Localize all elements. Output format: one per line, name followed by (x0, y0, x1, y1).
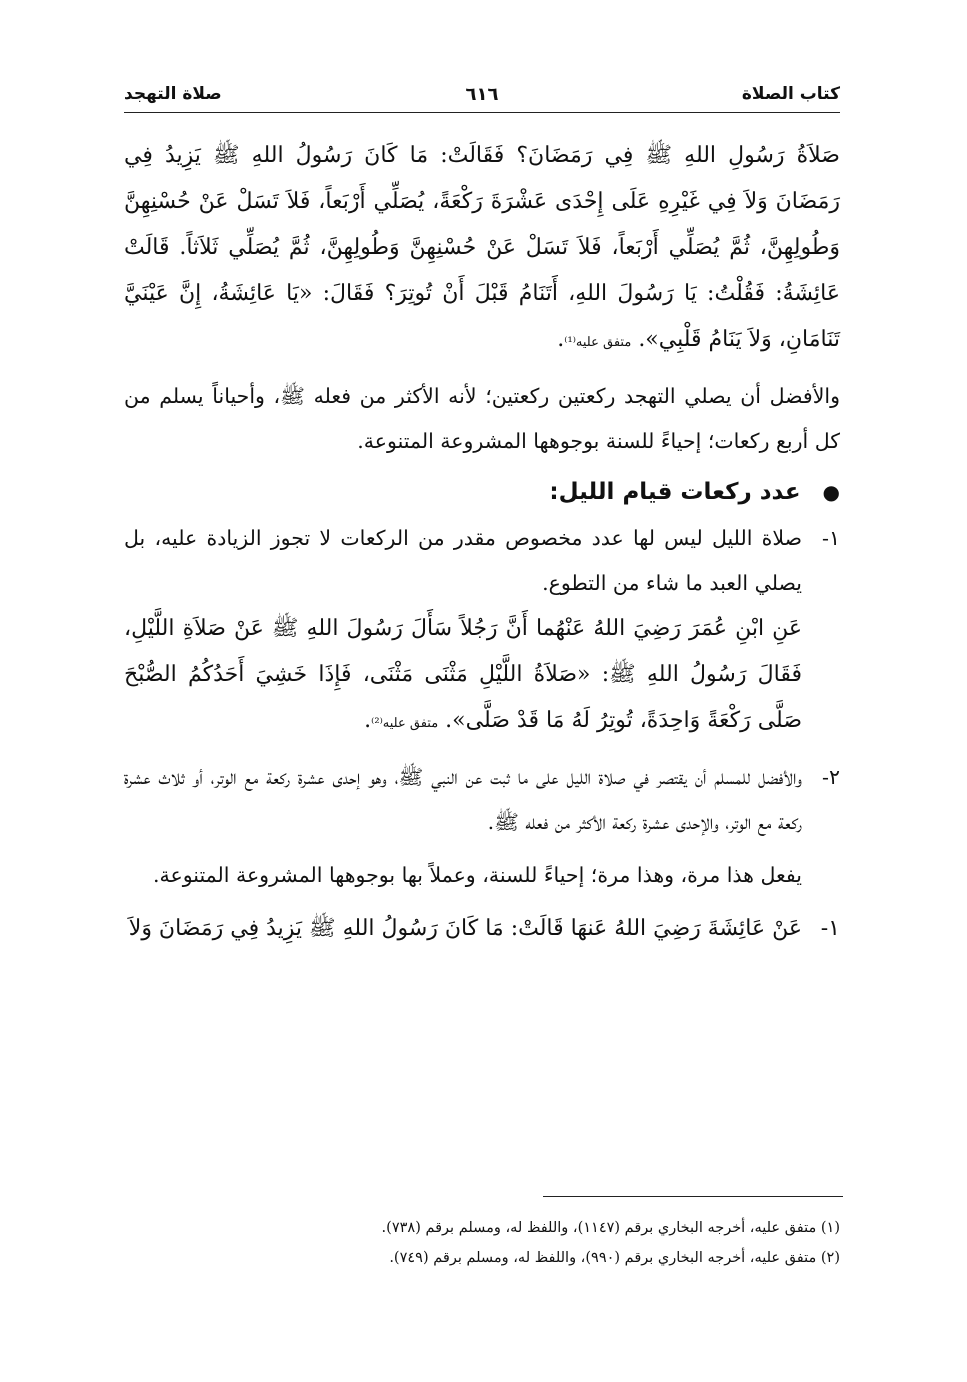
list-item (124, 906, 840, 952)
list-item-number: ١- (822, 526, 840, 550)
footnote-divider (543, 1196, 843, 1197)
list-item (124, 755, 840, 845)
list-item-text: صلاة الليل ليس لها عدد مخصوص مقدر من الركعات لا تجوز الزيادة عليه، بل يصلي العبد ما شاء من التطوع. (124, 526, 802, 595)
bullet-icon: ● (822, 480, 840, 504)
book-title: كتاب الصلاة (741, 84, 840, 104)
paragraph-best-practice: والأفضل أن يصلي التهجد ركعتين ركعتين؛ لأنه الأكثر من فعله ﷺ، وأحياناً يسلم من كل أربع ركعات؛ إحياءً للسنة بوجوهها المشروعة المتنوعة. (124, 384, 840, 453)
section-heading-text: عدد ركعات قيام الليل: (549, 479, 801, 505)
hadith-reference: متفق عليه⁽²⁾ (371, 716, 439, 731)
hadith-reference: متفق عليه⁽¹⁾ (564, 335, 632, 350)
hadith-ibn-umar: عَنِ ابْنِ عُمَرَ رَضِيَ اللهُ عَنْهُما أَنَّ رَجُلاً سَأَلَ رَسُولَ اللهِ ﷺ عَنْ صَلاَةِ اللَّيْلِ، فَقَالَ رَسُولُ اللهِ ﷺ: «صَلاَةُ اللَّيْلِ مَثْنَى مَثْنَى، فَإِذَا خَشِيَ أَحَدُكُمُ الصُّبْحَ صَلَّى رَكْعَةً وَاحِدَةً، تُوتِرُ لَهُ مَا قَدْ صَلَّى». متفق عليه⁽²⁾. (124, 616, 802, 733)
paragraph-alternation: يفعل هذا مرة، وهذا مرة؛ إحياءً للسنة، وعملاً بها بوجوهها المشروعة المتنوعة. (152, 863, 802, 887)
hadith-text: صَلاَةُ رَسُولِ اللهِ ﷺ فِي رَمَضَانَ؟ فَقَالَتْ: مَا كَانَ رَسُولُ اللهِ ﷺ يَزِيدُ فِي رَمَضَانَ وَلاَ فِي غَيْرِهِ عَلَى إِحْدَى عَشْرَةَ رَكْعَةً، يُصَلِّي أَرْبَعاً، فَلاَ تَسَلْ عَنْ حُسْنِهِنَّ وَطُولِهِنَّ، ثُمَّ يُصَلِّي أَرْبَعاً، فَلاَ تَسَلْ عَنْ حُسْنِهِنَّ وَطُولِهِنَّ، ثُمَّ يُصَلِّي ثَلاَثاً. قَالَتْ عَائِشَةُ: فَقُلْتُ: يَا رَسُولَ اللهِ، أَتَنَامُ قَبْلَ أَنْ تُوتِرَ؟ فَقَالَ: «يَا عَائِشَةُ، إِنَّ عَيْنَيَّ تَنَامَانِ، وَلاَ يَنَامُ قَلْبِي». (124, 143, 841, 352)
list-item-number: ١- (820, 916, 840, 941)
list-item-number: ٢- (822, 765, 840, 789)
list-item-text: عَنْ عَائِشَةَ رَضِيَ اللهُ عَنهَا قَالَتْ: مَا كَانَ رَسُولُ اللهِ ﷺ يَزِيدُ فِي رَمَضَانَ وَلاَ (128, 916, 802, 941)
page-number: ٦١٦ (465, 84, 499, 105)
footnotes (124, 1213, 840, 1273)
page-body (124, 133, 840, 952)
section-heading (124, 468, 840, 516)
list-item (124, 516, 840, 606)
hadith-aisha-continued: صَلاَةُ رَسُولِ اللهِ ﷺ فِي رَمَضَانَ؟ فَقَالَتْ: مَا كَانَ رَسُولُ اللهِ ﷺ يَزِيدُ فِي رَمَضَانَ وَلاَ فِي غَيْرِهِ عَلَى إِحْدَى عَشْرَةَ رَكْعَةً، يُصَلِّي أَرْبَعاً، فَلاَ تَسَلْ عَنْ حُسْنِهِنَّ وَطُولِهِنَّ، ثُمَّ يُصَلِّي أَرْبَعاً، فَلاَ تَسَلْ عَنْ حُسْنِهِنَّ وَطُولِهِنَّ، ثُمَّ يُصَلِّي ثَلاَثاً. قَالَتْ عَائِشَةُ: فَقُلْتُ: يَا رَسُولَ اللهِ، أَتَنَامُ قَبْلَ أَنْ تُوتِرَ؟ فَقَالَ: «يَا عَائِشَةُ، إِنَّ عَيْنَيَّ تَنَامَانِ، وَلاَ يَنَامُ قَلْبِي». متفق عليه⁽¹⁾. (124, 143, 841, 352)
footnote-2: (٢) متفق عليه، أخرجه البخاري برقم (٩٩٠)، واللفظ له، ومسلم برقم (٧٤٩). (389, 1250, 840, 1266)
running-header (124, 78, 840, 113)
footnote-1: (١) متفق عليه، أخرجه البخاري برقم (١١٤٧)، واللفظ له، ومسلم برقم (٧٣٨). (381, 1220, 840, 1236)
list-item-text: والأفضل للمسلم أن يقتصر في صلاة الليل على ما ثبت عن النبي ﷺ، وهو إحدى عشرة ركعة مع الوتر، أو ثلاث عشرة ركعة مع الوتر، والإحدى عشرة ركعة الأكثر من فعله ﷺ. (124, 765, 802, 834)
chapter-title: صلاة التهجد (124, 84, 222, 104)
hadith-text: عَنِ ابْنِ عُمَرَ رَضِيَ اللهُ عَنْهُما أَنَّ رَجُلاً سَأَلَ رَسُولَ اللهِ ﷺ عَنْ صَلاَةِ اللَّيْلِ، فَقَالَ رَسُولُ اللهِ ﷺ: «صَلاَةُ اللَّيْلِ مَثْنَى مَثْنَى، فَإِذَا خَشِيَ أَحَدُكُمُ الصُّبْحَ صَلَّى رَكْعَةً وَاحِدَةً، تُوتِرُ لَهُ مَا قَدْ صَلَّى». (124, 616, 802, 733)
